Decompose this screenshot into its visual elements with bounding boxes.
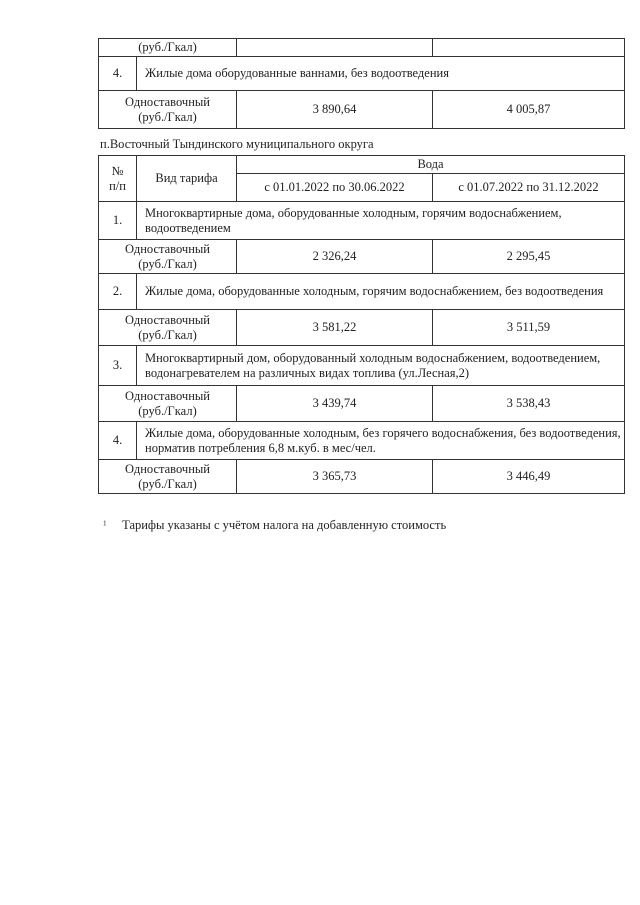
tariff-label: [99, 91, 237, 129]
main-tariff-table: [98, 155, 625, 494]
location-heading: п.Восточный Тындинского муниципального округа: [100, 137, 374, 151]
tariff-label-line: (руб./Гкал): [138, 40, 197, 54]
header-number: [99, 156, 137, 202]
footnote: [103, 518, 446, 533]
section-row: [99, 422, 625, 460]
tariff-label: [99, 460, 237, 494]
tariff-value-period-1: 3 890,64: [237, 91, 433, 129]
tariff-row: [99, 240, 625, 274]
header-water-group: Вода: [237, 156, 625, 174]
tariff-label: [99, 240, 237, 274]
tariff-value-period-1: 3 365,73: [237, 460, 433, 494]
tariff-value-period-2: 3 446,49: [433, 460, 625, 494]
tariff-label: [99, 39, 237, 57]
tariff-value-period-1: [237, 39, 433, 57]
tariff-label-line: Одноставочный: [125, 461, 210, 476]
section-row: [99, 346, 625, 386]
section-number: 4.: [99, 422, 137, 460]
footnote-text: Тарифы указаны с учётом налога на добавленную стоимость: [122, 518, 447, 532]
tariff-label-line: (руб./Гкал): [138, 256, 197, 271]
tariff-value-period-1: 2 326,24: [237, 240, 433, 274]
section-number: 2.: [99, 274, 137, 310]
header-number-line: №: [111, 163, 124, 178]
section-description: Жилые дома оборудованные ваннами, без водоотведения: [137, 57, 625, 91]
tariff-row: [99, 91, 625, 129]
section-description: Многоквартирные дома, оборудованные холодным, горячим водоснабжением, водоотведением: [137, 202, 625, 240]
tariff-value-period-2: 3 511,59: [433, 310, 625, 346]
section-row: [99, 202, 625, 240]
section-number: 1.: [99, 202, 137, 240]
header-period-2: с 01.07.2022 по 31.12.2022: [433, 174, 625, 202]
tariff-row: [99, 386, 625, 422]
tariff-label-line: Одноставочный: [125, 312, 210, 327]
tariff-label-line: (руб./Гкал): [138, 403, 197, 418]
tariff-label: [99, 310, 237, 346]
tariff-value-period-2: 4 005,87: [433, 91, 625, 129]
tariff-row: [99, 460, 625, 494]
tariff-label-line: Одноставочный: [125, 94, 210, 109]
tariff-label-line: Одноставочный: [125, 241, 210, 256]
tariff-label-line: (руб./Гкал): [138, 109, 197, 124]
top-tariff-table: [98, 38, 625, 129]
header-period-1: с 01.01.2022 по 30.06.2022: [237, 174, 433, 202]
tariff-value-period-1: 3 439,74: [237, 386, 433, 422]
section-description: Жилые дома, оборудованные холодным, без горячего водоснабжения, без водоотведения, норматив потребления 6,8 м.куб. в мес/чел.: [137, 422, 625, 460]
tariff-row: [99, 310, 625, 346]
section-number: 3.: [99, 346, 137, 386]
section-row: [99, 274, 625, 310]
section-description: Многоквартирный дом, оборудованный холодным водоснабжением, водоотведением, водонагревателем на различных видах топлива (ул.Лесная,2): [137, 346, 625, 386]
footnote-marker: ¹: [103, 518, 107, 532]
tariff-label-line: (руб./Гкал): [138, 476, 197, 491]
tariff-label: [99, 386, 237, 422]
section-number: 4.: [99, 57, 137, 91]
section-description: Жилые дома, оборудованные холодным, горячим водоснабжением, без водоотведения: [137, 274, 625, 310]
tariff-value-period-1: 3 581,22: [237, 310, 433, 346]
tariff-row: [99, 39, 625, 57]
tariff-value-period-2: 3 538,43: [433, 386, 625, 422]
header-tariff-type: Вид тарифа: [137, 156, 237, 202]
tariff-value-period-2: [433, 39, 625, 57]
section-row: [99, 57, 625, 91]
tariff-label-line: Одноставочный: [125, 388, 210, 403]
tariff-label-line: (руб./Гкал): [138, 327, 197, 342]
tariff-value-period-2: 2 295,45: [433, 240, 625, 274]
header-number-line: п/п: [109, 178, 126, 193]
